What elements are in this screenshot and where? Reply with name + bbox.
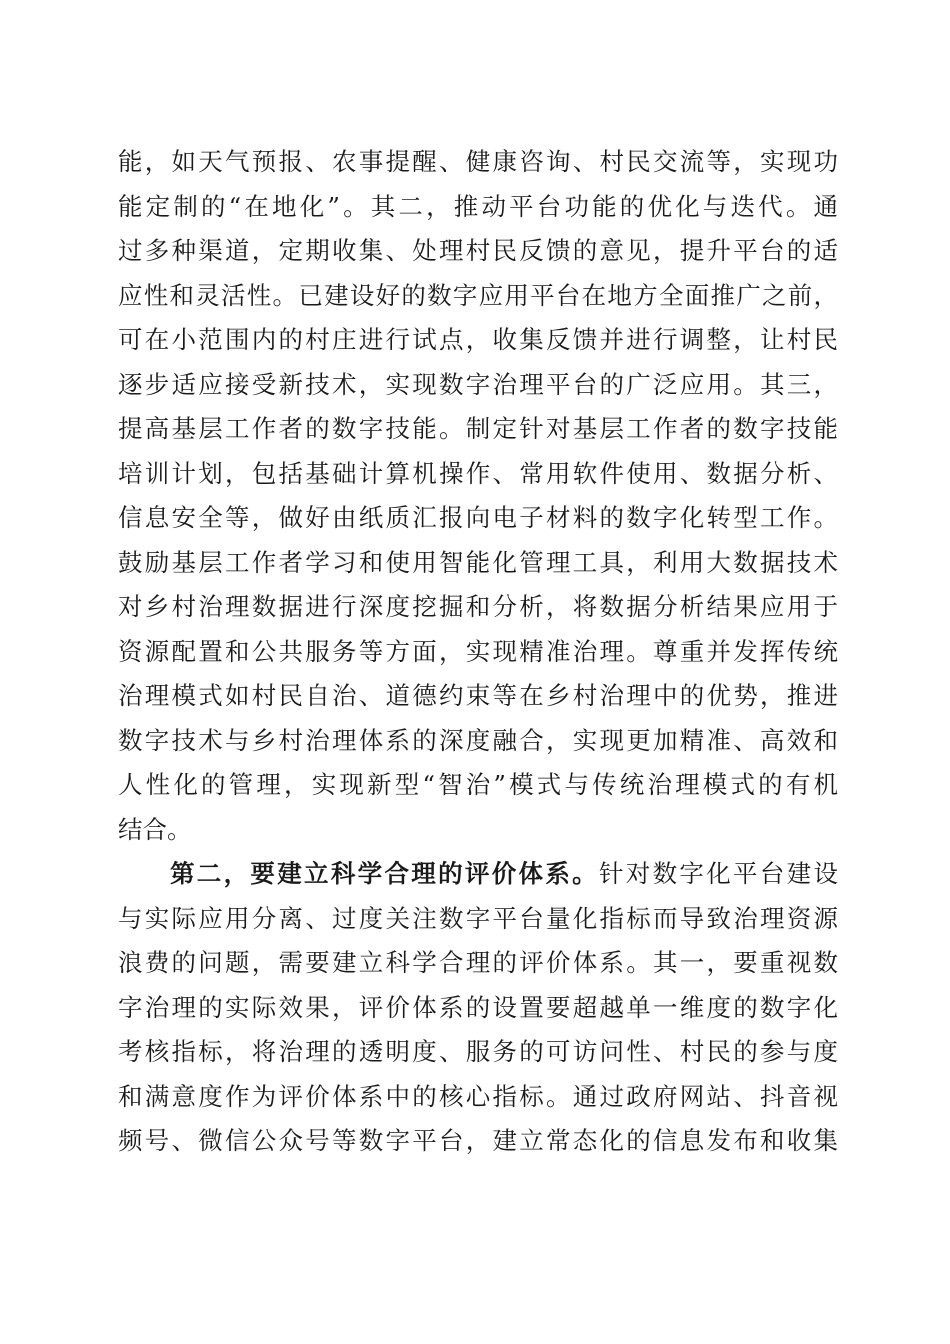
text-line: 逐步适应接受新技术，实现数字治理平台的广泛应用。其三， [118,369,838,399]
text-line: 鼓励基层工作者学习和使用智能化管理工具，利用大数据技术 [118,547,838,577]
text-line: 培训计划，包括基础计算机操作、常用软件使用、数据分析、 [118,458,838,488]
text-line: 治理模式如村民自治、道德约束等在乡村治理中的优势，推进 [118,681,838,710]
text-line: 和满意度作为评价体系中的核心指标。通过政府网站、抖音视 [118,1081,838,1111]
text-line: 数字技术与乡村治理体系的深度融合，实现更加精准、高效和 [118,725,838,755]
text-line: 提高基层工作者的数字技能。制定针对基层工作者的数字技能 [118,414,838,443]
text-line: 频号、微信公众号等数字平台，建立常态化的信息发布和收集 [118,1126,838,1155]
text-line: 可在小范围内的村庄进行试点，收集反馈并进行调整，让村民 [118,325,838,354]
text-line: 人性化的管理，实现新型“智治”模式与传统治理模式的有机 [118,770,838,799]
text-line: 能定制的“在地化”。其二，推动平台功能的优化与迭代。通 [118,191,838,221]
text-line: 资源配置和公共服务等方面，实现精准治理。尊重并发挥传统 [118,636,838,666]
text-line: 过多种渠道，定期收集、处理村民反馈的意见，提升平台的适 [118,236,838,265]
paragraph-lead-heading: 第二，要建立科学合理的评价体系。 [170,859,599,888]
text-line: 对乡村治理数据进行深度挖掘和分析，将数据分析结果应用于 [118,592,838,621]
text-line: 信息安全等，做好由纸质汇报向电子材料的数字化转型工作。 [118,503,838,532]
paragraph-2 [118,852,838,1164]
text-line: 与实际应用分离、过度关注数字平台量化指标而导致治理资源 [118,903,838,933]
text-line: 字治理的实际效果，评价体系的设置要超越单一维度的数字化 [118,992,838,1022]
text-line: 应性和灵活性。已建设好的数字应用平台在地方全面推广之前， [118,280,838,310]
text-line: 浪费的问题，需要建立科学合理的评价体系。其一，要重视数 [118,948,838,977]
text-line: 考核指标，将治理的透明度、服务的可访问性、村民的参与度 [118,1037,838,1066]
text-line: 结合。 [118,814,192,844]
paragraph-first-line [118,852,838,897]
paragraph-lead-rest: 针对数字化平台建设 [599,859,838,888]
paragraph-1 [118,140,838,852]
body-text [118,140,838,1164]
text-line: 能，如天气预报、农事提醒、健康咨询、村民交流等，实现功 [118,147,838,176]
